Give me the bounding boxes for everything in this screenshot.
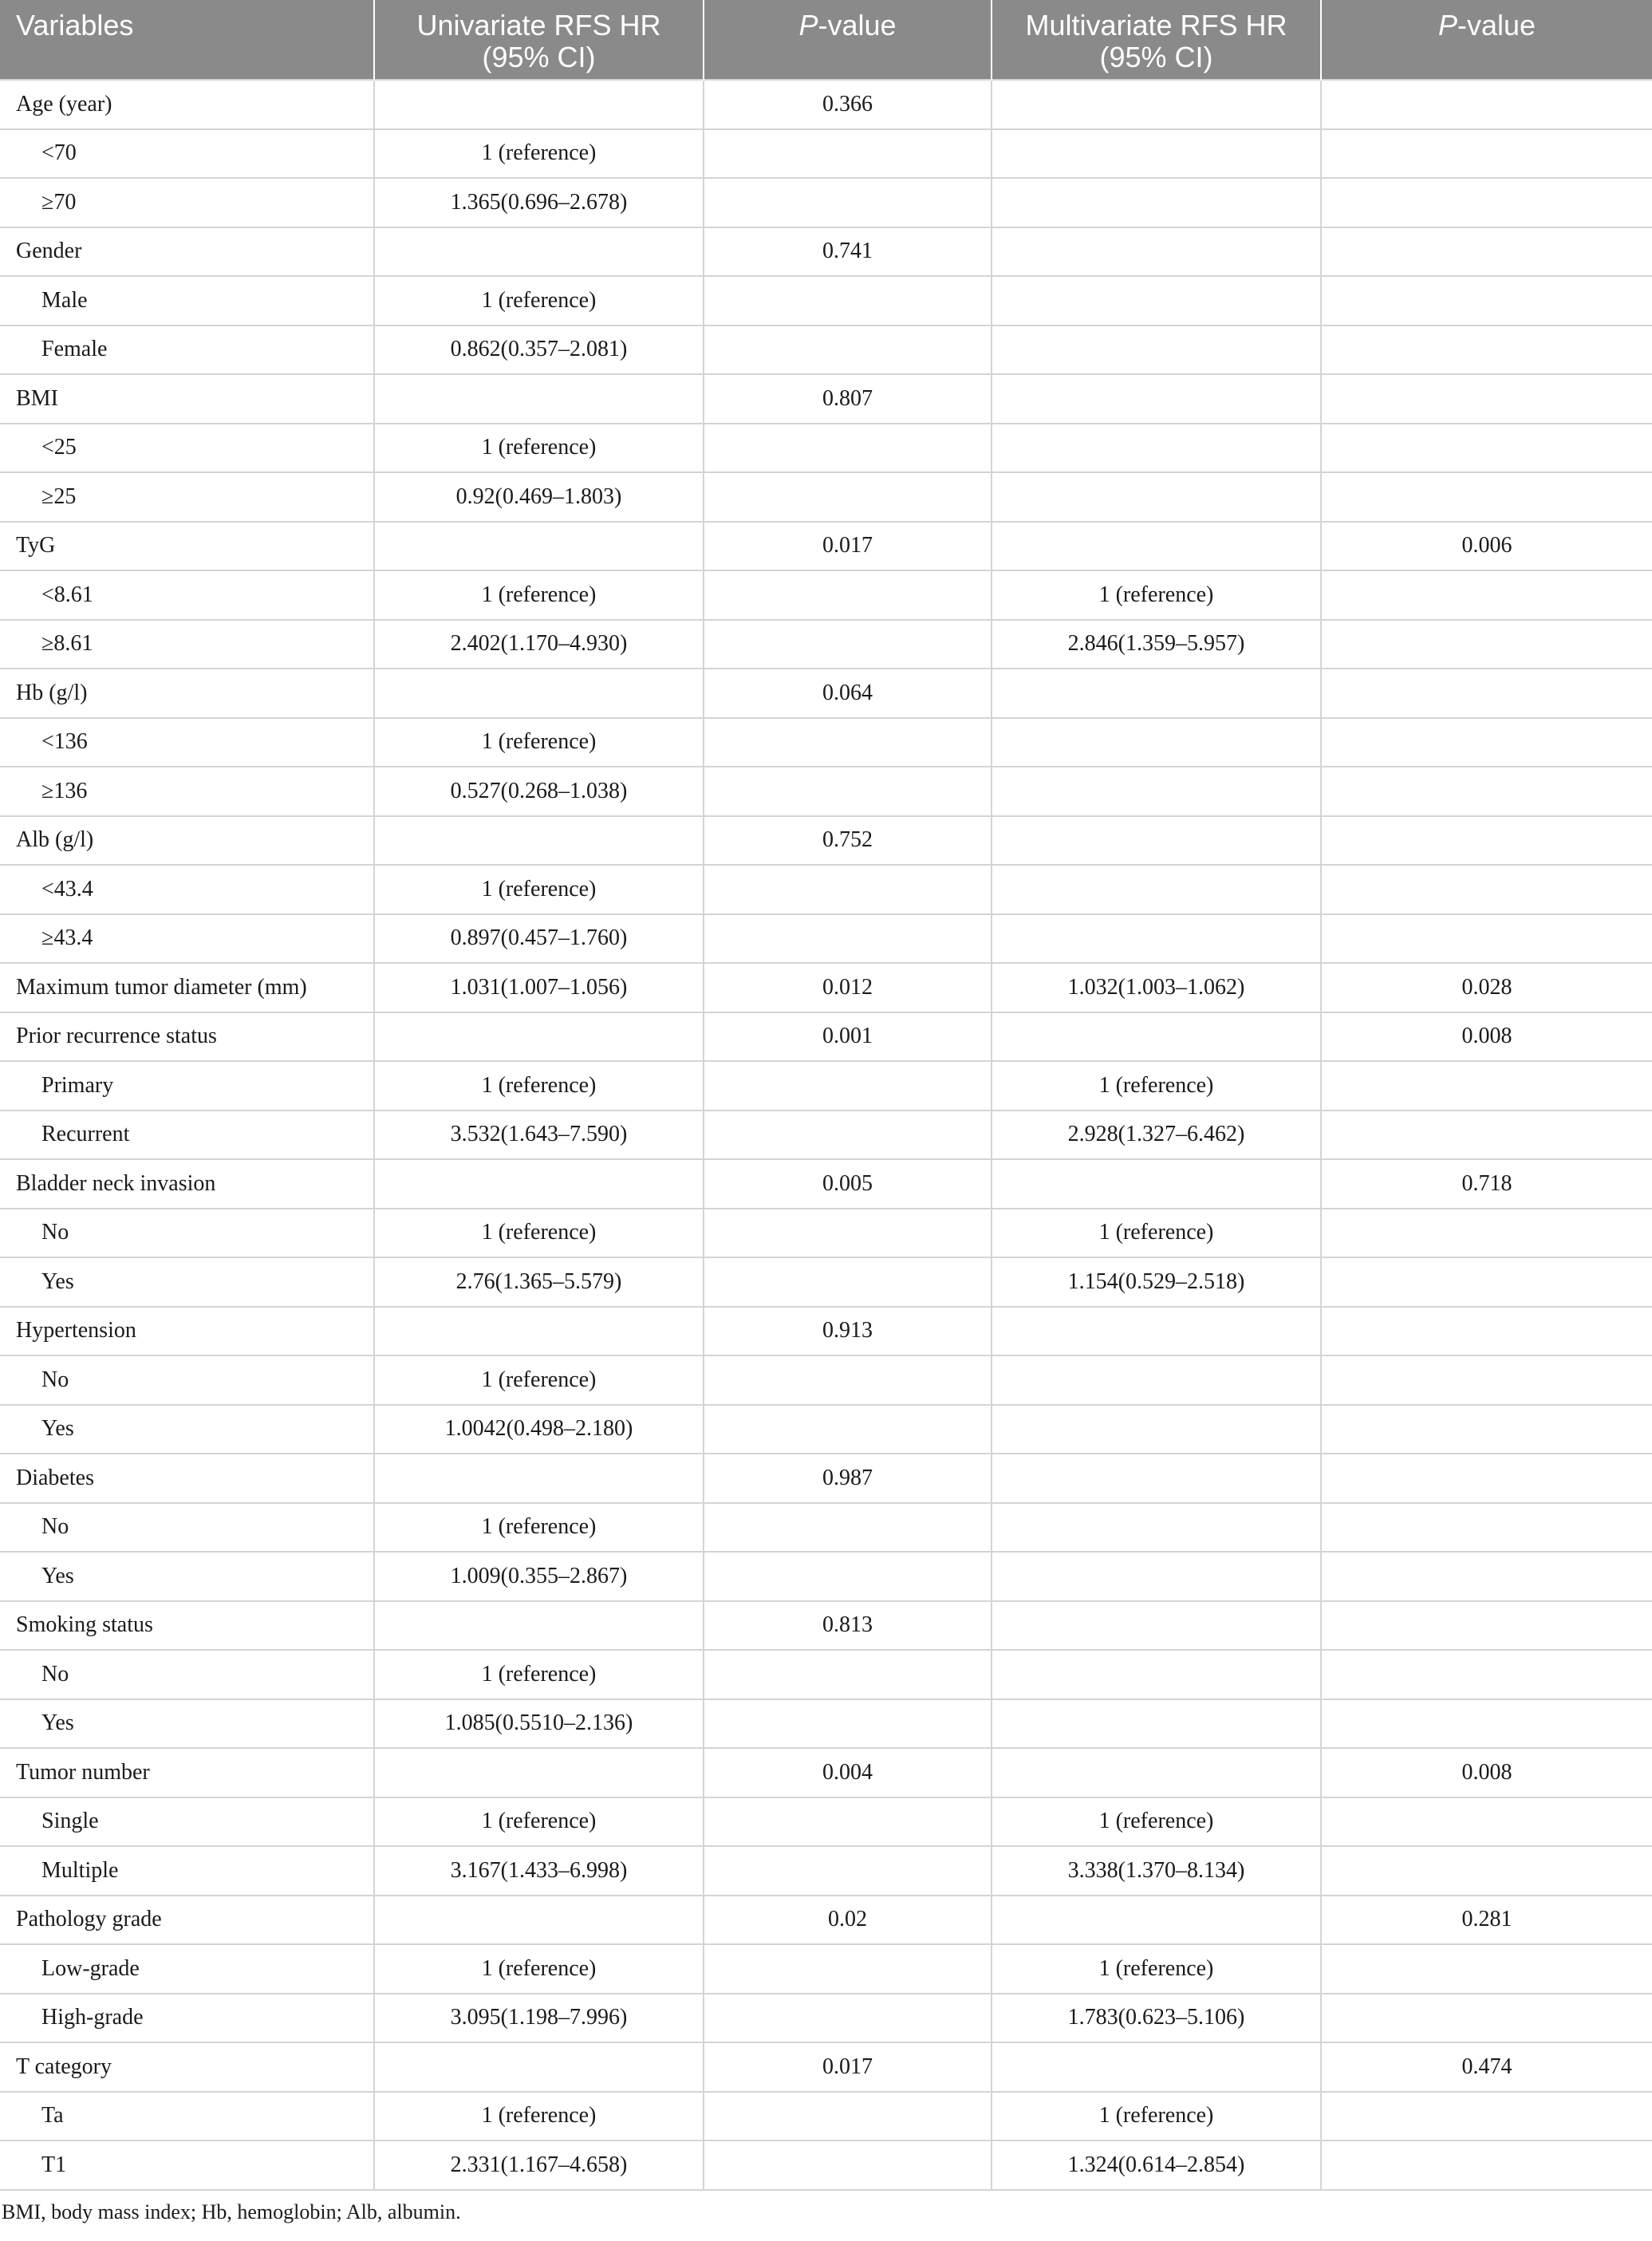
cell-variable: Tumor number — [0, 1748, 374, 1797]
cell-variable: <25 — [0, 424, 374, 473]
cell-multivariate-hr — [992, 1748, 1321, 1797]
cell-multivariate-hr: 1 (reference) — [992, 2092, 1321, 2141]
cell-multivariate-hr — [992, 129, 1321, 179]
cell-multivariate-hr — [992, 816, 1321, 866]
cell-variable: Bladder neck invasion — [0, 1159, 374, 1209]
cell-univariate-hr — [374, 374, 704, 424]
table-row — [0, 424, 1652, 473]
cell-multivariate-hr — [992, 1355, 1321, 1405]
cell-multivariate-hr: 1.324(0.614–2.854) — [992, 2140, 1321, 2190]
header-univariate-p-label: -value — [818, 9, 897, 41]
cell-univariate-p — [704, 424, 992, 473]
cell-univariate-p — [704, 767, 992, 816]
cell-univariate-hr — [374, 816, 704, 866]
cell-univariate-p: 0.017 — [704, 2042, 992, 2092]
cell-multivariate-hr: 1 (reference) — [992, 1061, 1321, 1111]
cell-univariate-hr: 1 (reference) — [374, 1209, 704, 1258]
cell-multivariate-hr — [992, 1012, 1321, 1062]
cell-multivariate-p — [1321, 1601, 1652, 1651]
cell-variable: Multiple — [0, 1846, 374, 1896]
cell-univariate-hr: 1 (reference) — [374, 276, 704, 325]
table-row — [0, 1257, 1652, 1307]
cell-multivariate-hr — [992, 669, 1321, 718]
header-univariate-hr-line1: Univariate RFS HR — [416, 9, 661, 41]
cell-multivariate-p: 0.008 — [1321, 1012, 1652, 1062]
cell-univariate-p: 0.752 — [704, 816, 992, 866]
cell-univariate-p: 0.02 — [704, 1896, 992, 1945]
cell-multivariate-hr — [992, 1699, 1321, 1749]
cell-multivariate-p: 0.006 — [1321, 522, 1652, 571]
cell-variable: Prior recurrence status — [0, 1012, 374, 1062]
cell-multivariate-p — [1321, 2140, 1652, 2190]
cell-multivariate-hr: 1.783(0.623–5.106) — [992, 1994, 1321, 2043]
table-row — [0, 80, 1652, 129]
cell-univariate-hr: 1 (reference) — [374, 718, 704, 767]
table-row — [0, 1503, 1652, 1553]
cell-variable: Male — [0, 276, 374, 325]
table-row — [0, 1699, 1652, 1749]
cell-univariate-p: 0.005 — [704, 1159, 992, 1209]
cell-multivariate-p — [1321, 1944, 1652, 1994]
cell-univariate-p: 0.012 — [704, 963, 992, 1012]
table-row — [0, 522, 1652, 571]
cell-univariate-p — [704, 570, 992, 620]
cell-variable: Maximum tumor diameter (mm) — [0, 963, 374, 1012]
cell-multivariate-p — [1321, 1355, 1652, 1405]
cell-multivariate-hr — [992, 276, 1321, 325]
cell-multivariate-hr: 1.154(0.529–2.518) — [992, 1257, 1321, 1307]
cell-univariate-p: 0.741 — [704, 227, 992, 277]
header-multivariate-p — [1321, 0, 1652, 80]
table-body — [0, 80, 1652, 2190]
cell-univariate-p — [704, 1994, 992, 2043]
table-footnote: BMI, body mass index; Hb, hemoglobin; Alb, albumin. — [2, 2200, 461, 2223]
cell-variable: T category — [0, 2042, 374, 2092]
cell-multivariate-p — [1321, 227, 1652, 277]
table-row — [0, 1846, 1652, 1896]
cell-multivariate-p — [1321, 1797, 1652, 1847]
cell-univariate-hr: 1 (reference) — [374, 129, 704, 179]
cell-multivariate-p — [1321, 767, 1652, 816]
cell-univariate-p — [704, 325, 992, 375]
cell-multivariate-p — [1321, 1061, 1652, 1111]
cell-univariate-p — [704, 914, 992, 964]
cell-univariate-hr — [374, 1601, 704, 1651]
cell-univariate-hr: 1.031(1.007–1.056) — [374, 963, 704, 1012]
cell-variable: No — [0, 1209, 374, 1258]
cell-multivariate-p: 0.008 — [1321, 1748, 1652, 1797]
cell-univariate-hr — [374, 669, 704, 718]
cell-multivariate-p — [1321, 1209, 1652, 1258]
cell-univariate-p — [704, 129, 992, 179]
cell-univariate-p — [704, 1209, 992, 1258]
header-multivariate-hr-line1: Multivariate RFS HR — [1025, 9, 1287, 41]
cell-univariate-hr: 1 (reference) — [374, 570, 704, 620]
cell-univariate-p — [704, 1846, 992, 1896]
cell-variable: Female — [0, 325, 374, 375]
cell-multivariate-p — [1321, 1307, 1652, 1356]
cell-univariate-p — [704, 1503, 992, 1553]
cell-univariate-p — [704, 178, 992, 227]
header-univariate-p-italic: P — [798, 9, 818, 41]
cell-multivariate-hr: 1.032(1.003–1.062) — [992, 963, 1321, 1012]
cell-univariate-hr: 3.532(1.643–7.590) — [374, 1111, 704, 1160]
table-row — [0, 1650, 1652, 1699]
cell-univariate-p — [704, 1405, 992, 1454]
cell-variable: Alb (g/l) — [0, 816, 374, 866]
cell-univariate-hr: 0.897(0.457–1.760) — [374, 914, 704, 964]
cell-univariate-hr: 1.085(0.5510–2.136) — [374, 1699, 704, 1749]
cell-multivariate-p — [1321, 914, 1652, 964]
cell-multivariate-p — [1321, 129, 1652, 179]
cell-variable: Yes — [0, 1257, 374, 1307]
cell-univariate-hr — [374, 80, 704, 129]
cell-multivariate-p — [1321, 276, 1652, 325]
cell-univariate-p — [704, 1944, 992, 1994]
cell-variable: <8.61 — [0, 570, 374, 620]
cell-multivariate-hr — [992, 1307, 1321, 1356]
cell-univariate-p — [704, 2140, 992, 2190]
cell-univariate-p — [704, 2092, 992, 2141]
cell-univariate-p: 0.807 — [704, 374, 992, 424]
cell-univariate-p — [704, 1061, 992, 1111]
table-row — [0, 570, 1652, 620]
cell-variable: Yes — [0, 1699, 374, 1749]
table-row — [0, 1307, 1652, 1356]
cell-multivariate-p — [1321, 1846, 1652, 1896]
cell-univariate-p: 0.001 — [704, 1012, 992, 1062]
table-row — [0, 1209, 1652, 1258]
cell-univariate-p: 0.004 — [704, 1748, 992, 1797]
cell-multivariate-hr: 1 (reference) — [992, 570, 1321, 620]
cell-univariate-p — [704, 472, 992, 522]
cell-univariate-hr: 1 (reference) — [374, 1503, 704, 1553]
table-row — [0, 178, 1652, 227]
cell-multivariate-hr — [992, 914, 1321, 964]
cell-univariate-p — [704, 1699, 992, 1749]
cell-multivariate-hr — [992, 865, 1321, 914]
cell-variable: Age (year) — [0, 80, 374, 129]
cell-variable: ≥43.4 — [0, 914, 374, 964]
cell-univariate-hr — [374, 1307, 704, 1356]
cell-variable: ≥25 — [0, 472, 374, 522]
cell-multivariate-hr: 1 (reference) — [992, 1209, 1321, 1258]
cell-variable: <70 — [0, 129, 374, 179]
table-row — [0, 620, 1652, 669]
cell-multivariate-p — [1321, 178, 1652, 227]
cell-multivariate-hr — [992, 325, 1321, 375]
cell-multivariate-hr — [992, 767, 1321, 816]
header-variables — [0, 0, 374, 80]
cell-variable: No — [0, 1355, 374, 1405]
cell-multivariate-p — [1321, 1257, 1652, 1307]
cell-multivariate-hr — [992, 1405, 1321, 1454]
cell-multivariate-p — [1321, 325, 1652, 375]
table-row — [0, 276, 1652, 325]
cell-univariate-hr: 3.167(1.433–6.998) — [374, 1846, 704, 1896]
cell-multivariate-hr — [992, 1601, 1321, 1651]
cell-univariate-p — [704, 1257, 992, 1307]
cell-multivariate-p — [1321, 570, 1652, 620]
cell-variable: Low-grade — [0, 1944, 374, 1994]
cell-variable: Hb (g/l) — [0, 669, 374, 718]
cell-multivariate-p — [1321, 718, 1652, 767]
table-row — [0, 129, 1652, 179]
cell-multivariate-p — [1321, 816, 1652, 866]
header-multivariate-p-italic: P — [1437, 9, 1457, 41]
table-row — [0, 1355, 1652, 1405]
cell-multivariate-p — [1321, 2092, 1652, 2141]
cell-univariate-hr — [374, 522, 704, 571]
cell-univariate-p — [704, 865, 992, 914]
cell-multivariate-hr — [992, 522, 1321, 571]
cell-univariate-hr — [374, 1159, 704, 1209]
cell-univariate-p: 0.813 — [704, 1601, 992, 1651]
cell-variable: No — [0, 1650, 374, 1699]
cell-variable: <43.4 — [0, 865, 374, 914]
cell-univariate-p: 0.913 — [704, 1307, 992, 1356]
cell-univariate-p — [704, 718, 992, 767]
cell-variable: ≥136 — [0, 767, 374, 816]
table-row — [0, 1159, 1652, 1209]
table-row — [0, 1748, 1652, 1797]
cell-univariate-hr: 0.92(0.469–1.803) — [374, 472, 704, 522]
header-univariate-p — [704, 0, 992, 80]
header-univariate-hr-line2: (95% CI) — [482, 41, 596, 73]
cell-univariate-hr: 1.365(0.696–2.678) — [374, 178, 704, 227]
table-row — [0, 865, 1652, 914]
table-row — [0, 1797, 1652, 1847]
cell-univariate-p — [704, 620, 992, 669]
table-row — [0, 767, 1652, 816]
cell-univariate-hr: 2.402(1.170–4.930) — [374, 620, 704, 669]
cell-univariate-hr — [374, 1454, 704, 1503]
cell-multivariate-p: 0.474 — [1321, 2042, 1652, 2092]
cell-multivariate-p — [1321, 80, 1652, 129]
cell-multivariate-p: 0.718 — [1321, 1159, 1652, 1209]
cell-multivariate-hr: 2.846(1.359–5.957) — [992, 620, 1321, 669]
cell-multivariate-p: 0.028 — [1321, 963, 1652, 1012]
cell-multivariate-p — [1321, 1994, 1652, 2043]
cell-multivariate-p — [1321, 1405, 1652, 1454]
table-row — [0, 2092, 1652, 2141]
header-multivariate-p-label: -value — [1457, 9, 1536, 41]
cell-variable: TyG — [0, 522, 374, 571]
cell-multivariate-hr — [992, 1503, 1321, 1553]
table-row — [0, 325, 1652, 375]
cell-variable: ≥8.61 — [0, 620, 374, 669]
cell-univariate-p — [704, 1552, 992, 1601]
cell-univariate-hr: 1 (reference) — [374, 865, 704, 914]
table-row — [0, 374, 1652, 424]
cell-multivariate-p — [1321, 1552, 1652, 1601]
cell-multivariate-p — [1321, 1503, 1652, 1553]
header-multivariate-hr-line2: (95% CI) — [1099, 41, 1213, 73]
cell-multivariate-hr — [992, 1896, 1321, 1945]
cell-multivariate-hr — [992, 424, 1321, 473]
cell-variable: Smoking status — [0, 1601, 374, 1651]
cell-multivariate-p — [1321, 1454, 1652, 1503]
cell-variable: Yes — [0, 1552, 374, 1601]
cell-variable: High-grade — [0, 1994, 374, 2043]
cell-univariate-p: 0.987 — [704, 1454, 992, 1503]
cell-variable: No — [0, 1503, 374, 1553]
cell-multivariate-p — [1321, 865, 1652, 914]
cell-variable: Ta — [0, 2092, 374, 2141]
cell-univariate-hr: 1.009(0.355–2.867) — [374, 1552, 704, 1601]
table-row — [0, 816, 1652, 866]
cell-variable: Yes — [0, 1405, 374, 1454]
cell-univariate-hr: 0.527(0.268–1.038) — [374, 767, 704, 816]
cell-multivariate-p — [1321, 669, 1652, 718]
cell-multivariate-p — [1321, 1111, 1652, 1160]
cell-univariate-hr — [374, 1748, 704, 1797]
cell-variable: T1 — [0, 2140, 374, 2190]
cell-multivariate-hr — [992, 472, 1321, 522]
table-row — [0, 718, 1652, 767]
cell-multivariate-hr — [992, 1454, 1321, 1503]
cell-variable: Single — [0, 1797, 374, 1847]
cell-univariate-hr: 1 (reference) — [374, 1355, 704, 1405]
header-multivariate-hr — [992, 0, 1321, 80]
cell-univariate-hr: 1 (reference) — [374, 1944, 704, 1994]
table-row — [0, 2140, 1652, 2190]
cell-univariate-hr: 2.331(1.167–4.658) — [374, 2140, 704, 2190]
cell-variable: <136 — [0, 718, 374, 767]
cell-univariate-p — [704, 276, 992, 325]
cell-variable: ≥70 — [0, 178, 374, 227]
table-row — [0, 1012, 1652, 1062]
cell-univariate-hr — [374, 1896, 704, 1945]
table-row — [0, 1601, 1652, 1651]
cell-multivariate-hr — [992, 374, 1321, 424]
cell-variable: Pathology grade — [0, 1896, 374, 1945]
cell-multivariate-p — [1321, 620, 1652, 669]
cell-univariate-hr: 1.0042(0.498–2.180) — [374, 1405, 704, 1454]
cell-multivariate-hr — [992, 227, 1321, 277]
cell-univariate-hr: 1 (reference) — [374, 424, 704, 473]
cell-univariate-p — [704, 1650, 992, 1699]
cell-univariate-p — [704, 1355, 992, 1405]
cell-multivariate-hr — [992, 718, 1321, 767]
cell-multivariate-hr — [992, 1159, 1321, 1209]
cell-multivariate-hr — [992, 80, 1321, 129]
cell-variable: Diabetes — [0, 1454, 374, 1503]
cell-univariate-p: 0.064 — [704, 669, 992, 718]
cell-univariate-p — [704, 1797, 992, 1847]
cell-multivariate-p: 0.281 — [1321, 1896, 1652, 1945]
cell-multivariate-hr: 1 (reference) — [992, 1797, 1321, 1847]
cell-univariate-hr: 1 (reference) — [374, 1797, 704, 1847]
cell-variable: Recurrent — [0, 1111, 374, 1160]
table-row — [0, 472, 1652, 522]
cell-variable: Primary — [0, 1061, 374, 1111]
cell-univariate-p — [704, 1111, 992, 1160]
cell-multivariate-p — [1321, 374, 1652, 424]
cell-multivariate-p — [1321, 1699, 1652, 1749]
table-row — [0, 1552, 1652, 1601]
cell-variable: BMI — [0, 374, 374, 424]
table-row — [0, 914, 1652, 964]
header-variables-label: Variables — [16, 9, 134, 41]
cell-multivariate-hr — [992, 1552, 1321, 1601]
cell-variable: Hypertension — [0, 1307, 374, 1356]
table-row — [0, 1061, 1652, 1111]
cell-univariate-p: 0.017 — [704, 522, 992, 571]
table-row — [0, 1944, 1652, 1994]
cell-univariate-hr: 1 (reference) — [374, 1650, 704, 1699]
cell-multivariate-p — [1321, 1650, 1652, 1699]
cell-univariate-hr: 0.862(0.357–2.081) — [374, 325, 704, 375]
cell-univariate-hr — [374, 227, 704, 277]
cell-multivariate-hr — [992, 178, 1321, 227]
cell-univariate-hr: 1 (reference) — [374, 2092, 704, 2141]
table-header — [0, 0, 1652, 80]
cell-univariate-hr: 3.095(1.198–7.996) — [374, 1994, 704, 2043]
cell-univariate-hr — [374, 1012, 704, 1062]
header-row — [0, 0, 1652, 80]
cell-multivariate-hr: 2.928(1.327–6.462) — [992, 1111, 1321, 1160]
cell-multivariate-hr — [992, 1650, 1321, 1699]
table-row — [0, 1454, 1652, 1503]
table-row — [0, 227, 1652, 277]
cell-multivariate-hr: 3.338(1.370–8.134) — [992, 1846, 1321, 1896]
table-row — [0, 1994, 1652, 2043]
table-row — [0, 669, 1652, 718]
cell-multivariate-p — [1321, 472, 1652, 522]
table-row — [0, 1111, 1652, 1160]
table-row — [0, 963, 1652, 1012]
table-row — [0, 1896, 1652, 1945]
cell-multivariate-hr: 1 (reference) — [992, 1944, 1321, 1994]
cell-multivariate-p — [1321, 424, 1652, 473]
cell-univariate-hr: 2.76(1.365–5.579) — [374, 1257, 704, 1307]
header-univariate-hr — [374, 0, 704, 80]
cell-multivariate-hr — [992, 2042, 1321, 2092]
cell-univariate-p: 0.366 — [704, 80, 992, 129]
table-row — [0, 1405, 1652, 1454]
cell-univariate-hr: 1 (reference) — [374, 1061, 704, 1111]
cell-univariate-hr — [374, 2042, 704, 2092]
cell-variable: Gender — [0, 227, 374, 277]
table-row — [0, 2042, 1652, 2092]
